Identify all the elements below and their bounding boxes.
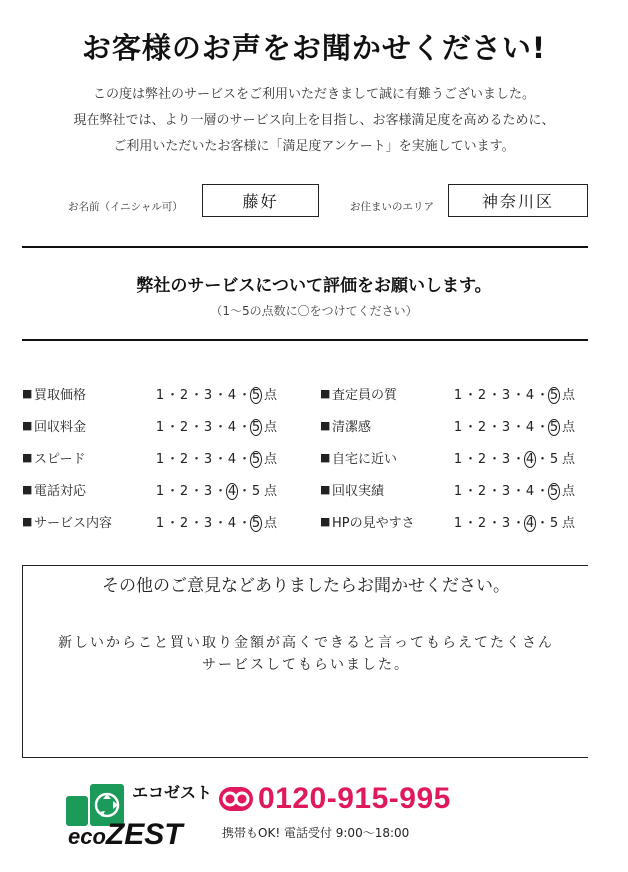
business-hours: 携帯もOK! 電話受付 9:00～18:00 bbox=[222, 826, 410, 840]
rating-selected-score[interactable]: 5 bbox=[549, 420, 559, 435]
rating-score-option[interactable]: 3 bbox=[501, 484, 511, 499]
rating-score-option[interactable]: 2 bbox=[179, 516, 189, 531]
scale-separator: ・ bbox=[166, 484, 180, 499]
phone-block[interactable] bbox=[218, 782, 451, 816]
rating-score-option[interactable]: 3 bbox=[501, 420, 511, 435]
scale-separator: ・ bbox=[464, 452, 478, 467]
scale-separator: ・ bbox=[214, 484, 228, 499]
rating-score-option[interactable]: 4 bbox=[525, 484, 535, 499]
rating-score-option[interactable]: 4 bbox=[227, 420, 237, 435]
rating-label: 自宅に近い bbox=[332, 452, 398, 467]
ecozest-logo bbox=[64, 780, 214, 850]
rating-score-option[interactable]: 2 bbox=[477, 388, 487, 403]
divider-bottom bbox=[22, 339, 588, 341]
scale-separator: ・ bbox=[464, 484, 478, 499]
bullet-icon: ■ bbox=[320, 451, 331, 464]
rating-score-option[interactable]: 1 bbox=[453, 516, 463, 531]
rating-score-option[interactable]: 5 bbox=[251, 484, 261, 499]
divider-top bbox=[22, 246, 588, 248]
rating-score-option[interactable]: 1 bbox=[453, 388, 463, 403]
evaluation-subtitle: （1～5の点数に〇をつけてください） bbox=[210, 304, 418, 318]
rating-scale bbox=[452, 416, 575, 436]
rating-selected-score[interactable]: 5 bbox=[251, 388, 261, 403]
rating-scale bbox=[452, 448, 575, 468]
rating-selected-score[interactable]: 5 bbox=[251, 516, 261, 531]
rating-unit: 点 bbox=[264, 484, 278, 499]
name-field[interactable]: 藤好 bbox=[202, 184, 319, 217]
scale-separator: ・ bbox=[166, 516, 180, 531]
scale-separator: ・ bbox=[536, 452, 550, 467]
scale-separator: ・ bbox=[214, 388, 228, 403]
rating-score-option[interactable]: 2 bbox=[477, 484, 487, 499]
rating-score-option[interactable]: 4 bbox=[227, 388, 237, 403]
scale-separator: ・ bbox=[238, 452, 252, 467]
rating-score-option[interactable]: 2 bbox=[477, 516, 487, 531]
scale-separator: ・ bbox=[166, 420, 180, 435]
area-field[interactable]: 神奈川区 bbox=[448, 184, 588, 217]
rating-scale bbox=[154, 416, 277, 436]
rating-label: 買取価格 bbox=[34, 388, 87, 403]
rating-score-option[interactable]: 2 bbox=[477, 420, 487, 435]
rating-unit: 点 bbox=[264, 516, 278, 531]
rating-score-option[interactable]: 1 bbox=[155, 388, 165, 403]
rating-selected-score[interactable]: 4 bbox=[525, 452, 535, 467]
evaluation-title: 弊社のサービスについて評価をお願いします。 bbox=[136, 276, 492, 296]
scale-separator: ・ bbox=[536, 484, 550, 499]
bullet-icon: ■ bbox=[22, 419, 33, 432]
rating-label: 清潔感 bbox=[332, 420, 372, 435]
rating-unit: 点 bbox=[562, 420, 576, 435]
rating-score-option[interactable]: 3 bbox=[203, 388, 213, 403]
rating-item bbox=[22, 384, 292, 404]
rating-scale bbox=[154, 448, 277, 468]
rating-label: 電話対応 bbox=[34, 484, 87, 499]
name-label: お名前（イニシャル可） bbox=[68, 201, 183, 213]
scale-separator: ・ bbox=[166, 452, 180, 467]
rating-score-option[interactable]: 2 bbox=[179, 420, 189, 435]
scale-separator: ・ bbox=[214, 452, 228, 467]
bullet-icon: ■ bbox=[320, 515, 331, 528]
bullet-icon: ■ bbox=[320, 419, 331, 432]
scale-separator: ・ bbox=[214, 420, 228, 435]
rating-score-option[interactable]: 3 bbox=[501, 388, 511, 403]
comment-question: その他のご意見などありましたらお聞かせください。 bbox=[102, 576, 510, 596]
rating-scale bbox=[452, 512, 575, 532]
scale-separator: ・ bbox=[512, 484, 526, 499]
page-title: お客様のお声をお聞かせください! bbox=[81, 31, 547, 65]
logo-zest: ZEST bbox=[105, 818, 183, 851]
rating-selected-score[interactable]: 4 bbox=[525, 516, 535, 531]
rating-item bbox=[320, 448, 590, 468]
comment-answer[interactable] bbox=[23, 632, 589, 676]
rating-score-option[interactable]: 2 bbox=[179, 484, 189, 499]
rating-selected-score[interactable]: 5 bbox=[549, 388, 559, 403]
rating-item bbox=[22, 480, 292, 500]
intro-text bbox=[0, 82, 628, 160]
rating-score-option[interactable]: 2 bbox=[179, 388, 189, 403]
logo-kana: エコゼスト bbox=[132, 783, 213, 802]
rating-score-option[interactable]: 3 bbox=[203, 452, 213, 467]
rating-unit: 点 bbox=[264, 388, 278, 403]
rating-unit: 点 bbox=[562, 516, 576, 531]
rating-scale bbox=[452, 480, 575, 500]
rating-item bbox=[320, 512, 590, 532]
area-label: お住まいのエリア bbox=[350, 201, 434, 213]
rating-label: HPの見やすさ bbox=[332, 516, 415, 531]
rating-selected-score[interactable]: 5 bbox=[549, 484, 559, 499]
rating-score-option[interactable]: 5 bbox=[549, 452, 559, 467]
rating-score-option[interactable]: 1 bbox=[453, 420, 463, 435]
bullet-icon: ■ bbox=[22, 483, 33, 496]
bullet-icon: ■ bbox=[320, 483, 331, 496]
scale-separator: ・ bbox=[488, 420, 502, 435]
rating-unit: 点 bbox=[562, 388, 576, 403]
scale-separator: ・ bbox=[464, 516, 478, 531]
rating-score-option[interactable]: 1 bbox=[453, 452, 463, 467]
phone-number: 0120-915-995 bbox=[258, 782, 451, 815]
scale-separator: ・ bbox=[488, 388, 502, 403]
logo-eco: eco bbox=[68, 824, 106, 849]
rating-label: スピード bbox=[34, 452, 86, 467]
scale-separator: ・ bbox=[536, 388, 550, 403]
intro-line-2: 現在弊社では、より一層のサービス向上を目指し、お客様満足度を高めるために、 bbox=[73, 113, 555, 128]
scale-separator: ・ bbox=[238, 388, 252, 403]
rating-scale bbox=[154, 384, 277, 404]
comment-answer-line-2: サービスしてもらいました。 bbox=[202, 657, 410, 673]
rating-item bbox=[320, 480, 590, 500]
scale-separator: ・ bbox=[190, 516, 204, 531]
rating-score-option[interactable]: 5 bbox=[549, 516, 559, 531]
scale-separator: ・ bbox=[190, 452, 204, 467]
rating-label: 回収実績 bbox=[332, 484, 385, 499]
rating-score-option[interactable]: 1 bbox=[155, 420, 165, 435]
scale-separator: ・ bbox=[238, 420, 252, 435]
rating-item bbox=[22, 448, 292, 468]
intro-line-1: この度は弊社のサービスをご利用いただきまして誠に有難うございました。 bbox=[92, 87, 535, 102]
rating-selected-score[interactable]: 5 bbox=[251, 452, 261, 467]
rating-score-option[interactable]: 3 bbox=[501, 516, 511, 531]
scale-separator: ・ bbox=[488, 484, 502, 499]
rating-score-option[interactable]: 4 bbox=[525, 388, 535, 403]
rating-score-option[interactable]: 4 bbox=[227, 516, 237, 531]
rating-item bbox=[320, 384, 590, 404]
rating-label: サービス内容 bbox=[34, 516, 113, 531]
comment-box bbox=[22, 565, 588, 758]
rating-item bbox=[22, 416, 292, 436]
rating-unit: 点 bbox=[562, 452, 576, 467]
rating-score-option[interactable]: 3 bbox=[203, 420, 213, 435]
rating-score-option[interactable]: 1 bbox=[155, 452, 165, 467]
bullet-icon: ■ bbox=[320, 387, 331, 400]
rating-scale bbox=[452, 384, 575, 404]
rating-selected-score[interactable]: 5 bbox=[251, 420, 261, 435]
scale-separator: ・ bbox=[190, 484, 204, 499]
scale-separator: ・ bbox=[190, 420, 204, 435]
logo-wordmark bbox=[68, 818, 183, 852]
rating-unit: 点 bbox=[562, 484, 576, 499]
rating-scale bbox=[154, 480, 277, 500]
scale-separator: ・ bbox=[464, 388, 478, 403]
bullet-icon: ■ bbox=[22, 515, 33, 528]
scale-separator: ・ bbox=[190, 388, 204, 403]
rating-scale bbox=[154, 512, 277, 532]
rating-unit: 点 bbox=[264, 452, 278, 467]
rating-score-option[interactable]: 2 bbox=[179, 452, 189, 467]
scale-separator: ・ bbox=[488, 516, 502, 531]
scale-separator: ・ bbox=[166, 388, 180, 403]
bullet-icon: ■ bbox=[22, 387, 33, 400]
scale-separator: ・ bbox=[536, 516, 550, 531]
rating-unit: 点 bbox=[264, 420, 278, 435]
rating-score-option[interactable]: 1 bbox=[155, 484, 165, 499]
rating-score-option[interactable]: 3 bbox=[203, 516, 213, 531]
rating-item bbox=[320, 416, 590, 436]
rating-selected-score[interactable]: 4 bbox=[227, 484, 237, 499]
rating-label: 回収料金 bbox=[34, 420, 87, 435]
rating-score-option[interactable]: 2 bbox=[477, 452, 487, 467]
scale-separator: ・ bbox=[512, 388, 526, 403]
bullet-icon: ■ bbox=[22, 451, 33, 464]
intro-line-3: ご利用いただいたお客様に「満足度アンケート」を実施しています。 bbox=[113, 139, 515, 154]
scale-separator: ・ bbox=[238, 516, 252, 531]
scale-separator: ・ bbox=[512, 516, 526, 531]
scale-separator: ・ bbox=[464, 420, 478, 435]
rating-score-option[interactable]: 4 bbox=[227, 452, 237, 467]
comment-answer-line-1: 新しいからこと買い取り金額が高くできると言ってもらえてたくさん bbox=[58, 635, 554, 651]
scale-separator: ・ bbox=[488, 452, 502, 467]
scale-separator: ・ bbox=[536, 420, 550, 435]
rating-score-option[interactable]: 1 bbox=[453, 484, 463, 499]
scale-separator: ・ bbox=[512, 420, 526, 435]
rating-score-option[interactable]: 1 bbox=[155, 516, 165, 531]
rating-label: 査定員の質 bbox=[332, 388, 398, 403]
scale-separator: ・ bbox=[512, 452, 526, 467]
rating-score-option[interactable]: 4 bbox=[525, 420, 535, 435]
scale-separator: ・ bbox=[238, 484, 252, 499]
scale-separator: ・ bbox=[214, 516, 228, 531]
rating-item bbox=[22, 512, 292, 532]
rating-score-option[interactable]: 3 bbox=[203, 484, 213, 499]
rating-score-option[interactable]: 3 bbox=[501, 452, 511, 467]
freedial-icon bbox=[218, 786, 254, 812]
